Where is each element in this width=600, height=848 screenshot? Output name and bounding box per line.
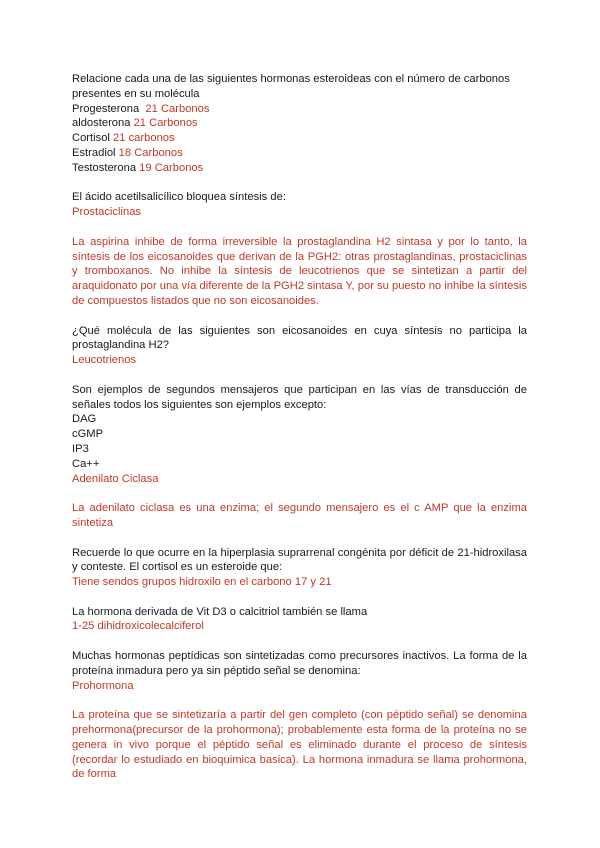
q1-stem-line2: presentes en su molécula <box>72 87 200 100</box>
q1-pair-answer: 21 Carbonos <box>145 102 210 115</box>
q3-answer: Leucotrienos <box>72 354 137 367</box>
q2-answer: Prostaciclinas <box>72 206 142 219</box>
q5-stem: Recuerde lo que ocurre en la hiperplasia suprarrenal congénita por déficit de 21-hidroxilasa y conteste. El cortisol es un esteroide que: <box>72 546 527 574</box>
q1-pair-answer: 19 Carbonos <box>139 161 204 174</box>
q1-pair-label: Cortisol <box>72 132 110 145</box>
document-body <box>72 72 527 782</box>
q1-stem-line1: Relacione cada una de las siguientes hormonas esteroideas con el número de carbonos <box>72 73 510 85</box>
q4-option: Ca++ <box>72 457 100 470</box>
q2-explanation: La aspirina inhibe de forma irreversible la prostaglandina H2 sintasa y por lo tanto, la síntesis de los eicosanoides que derivan de la PGH2: otras prostaglandinas, prostaciclinas y tromboxanos. No inhibe la síntesis de leucotrienos que se sintetizan a partir del araquidonato por una vía diferente de la PGH2 sintasa Y, por su puesto no inhibe la síntesis de compuestos listados que no son eicosanoides. <box>72 235 527 307</box>
q4-stem: Son ejemplos de segundos mensajeros que participan en las vías de transducción de señales todos los siguientes son ejemplos excepto: <box>72 383 527 411</box>
q3-stem: ¿Qué molécula de las siguientes son eicosanoides en cuya síntesis no participa la prostaglandina H2? <box>72 324 527 352</box>
q1-pair <box>72 146 527 161</box>
q1-pair <box>72 102 527 117</box>
q4-explanation: La adenilato ciclasa es una enzima; el segundo mensajero es el c AMP que la enzima sintetiza <box>72 502 527 529</box>
q5-answer: Tiene sendos grupos hidroxilo en el carbono 17 y 21 <box>72 576 332 589</box>
q7-explanation: La proteína que se sintetizaría a partir del gen completo (con péptido señal) se denomina prehormona(precursor de la prohormona); probablemente esta forma de la proteína no se genera in vivo porque el péptido señal es eliminado durante el proceso de síntesis (recordar lo estudiado en bioquimica basica). La hormona inmadura se llama prohormona, de forma <box>72 709 527 781</box>
q6-answer: 1-25 dihidroxicolecalciferol <box>72 620 204 633</box>
q1-pair-label: Estradiol <box>72 146 116 159</box>
q4-option: cGMP <box>72 428 104 441</box>
q4-answer: Adenilato Ciclasa <box>72 472 159 485</box>
q1-pair-label: Progesterona <box>72 102 140 115</box>
q6-stem: La hormona derivada de Vit D3 o calcitriol también se llama <box>72 605 368 618</box>
q1-pair-label: Testosterona <box>72 161 137 174</box>
q2-stem: El ácido acetilsalicílico bloquea síntesis de: <box>72 191 286 204</box>
q1-pair <box>72 131 527 146</box>
q1-pair-label: aldosterona <box>72 117 131 130</box>
q1-pair-answer: 21 Carbonos <box>133 117 198 130</box>
q7-stem: Muchas hormonas peptídicas son sintetizadas como precursores inactivos. La forma de la proteína inmadura pero ya sin péptido señal se denomina: <box>72 650 527 677</box>
q1-pair-answer: 18 Carbonos <box>118 146 183 159</box>
q1-pair <box>72 116 527 131</box>
q4-option: DAG <box>72 413 97 426</box>
q7-answer: Prohormona <box>72 679 134 692</box>
q1-pair-answer: 21 carbonos <box>113 132 175 145</box>
q4-option: IP3 <box>72 442 89 455</box>
q1-pair <box>72 161 527 176</box>
